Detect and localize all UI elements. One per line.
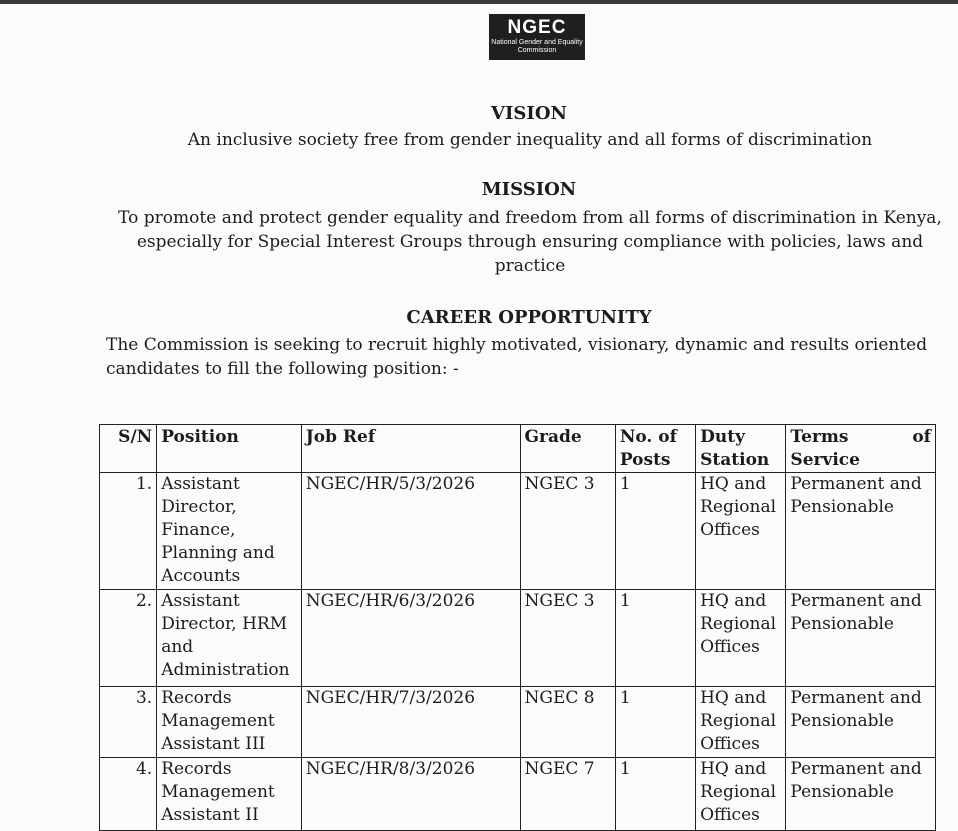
table-row xyxy=(100,590,936,687)
row-duty-station: HQ and Regional Offices xyxy=(696,758,786,831)
row-duty-station: HQ and Regional Offices xyxy=(696,687,786,758)
row-terms: Permanent and Pensionable xyxy=(786,590,936,687)
row-grade: NGEC 3 xyxy=(520,590,615,687)
header-job-ref: Job Ref xyxy=(301,425,520,473)
row-position: Records Management Assistant II xyxy=(157,758,302,831)
row-sn: 1. xyxy=(100,473,157,590)
row-position: Assistant Director, Finance, Planning and Accounts xyxy=(157,473,302,590)
header-posts: No. of Posts xyxy=(615,425,695,473)
mission-text: To promote and protect gender equality and freedom from all forms of discrimination in Kenya, especially for Special Interest Groups through ensuring compliance with policies, laws and practice xyxy=(118,208,942,276)
vision-heading: VISION xyxy=(491,103,567,124)
row-posts: 1 xyxy=(615,473,695,590)
row-job-ref: NGEC/HR/6/3/2026 xyxy=(301,590,520,687)
header-terms-word: Terms xyxy=(790,427,849,447)
row-position: Records Management Assistant III xyxy=(157,687,302,758)
table-header-row xyxy=(100,425,936,473)
top-border xyxy=(0,0,958,4)
row-sn: 2. xyxy=(100,590,157,687)
row-job-ref: NGEC/HR/7/3/2026 xyxy=(301,687,520,758)
career-intro: The Commission is seeking to recruit highly motivated, visionary, dynamic and results oriented candidates to fill the following position: - xyxy=(106,335,928,379)
row-job-ref: NGEC/HR/8/3/2026 xyxy=(301,758,520,831)
row-duty-station: HQ and Regional Offices xyxy=(696,473,786,590)
row-terms: Permanent and Pensionable xyxy=(786,473,936,590)
row-posts: 1 xyxy=(615,590,695,687)
header-service-word: Service xyxy=(790,450,860,470)
row-position: Assistant Director, HRM and Administration xyxy=(157,590,302,687)
header-sn: S/N xyxy=(100,425,157,473)
table-row xyxy=(100,758,936,831)
ngec-logo: NGEC National Gender and Equality Commission xyxy=(489,14,585,60)
mission-heading: MISSION xyxy=(481,179,577,200)
career-heading: CAREER OPPORTUNITY xyxy=(406,307,652,328)
table-row xyxy=(100,473,936,590)
header-position: Position xyxy=(157,425,302,473)
row-grade: NGEC 8 xyxy=(520,687,615,758)
row-sn: 3. xyxy=(100,687,157,758)
row-posts: 1 xyxy=(615,687,695,758)
row-grade: NGEC 7 xyxy=(520,758,615,831)
header-of-word: of xyxy=(912,427,931,447)
row-posts: 1 xyxy=(615,758,695,831)
header-grade: Grade xyxy=(520,425,615,473)
row-job-ref: NGEC/HR/5/3/2026 xyxy=(301,473,520,590)
header-terms xyxy=(786,425,936,473)
row-terms: Permanent and Pensionable xyxy=(786,687,936,758)
row-terms: Permanent and Pensionable xyxy=(786,758,936,831)
row-duty-station: HQ and Regional Offices xyxy=(696,590,786,687)
vision-text: An inclusive society free from gender inequality and all forms of discrimination xyxy=(187,130,873,150)
header-duty-station: Duty Station xyxy=(696,425,786,473)
bleed-through-text xyxy=(140,28,144,43)
table-row xyxy=(100,687,936,758)
row-grade: NGEC 3 xyxy=(520,473,615,590)
row-sn: 4. xyxy=(100,758,157,831)
positions-table xyxy=(99,424,936,831)
